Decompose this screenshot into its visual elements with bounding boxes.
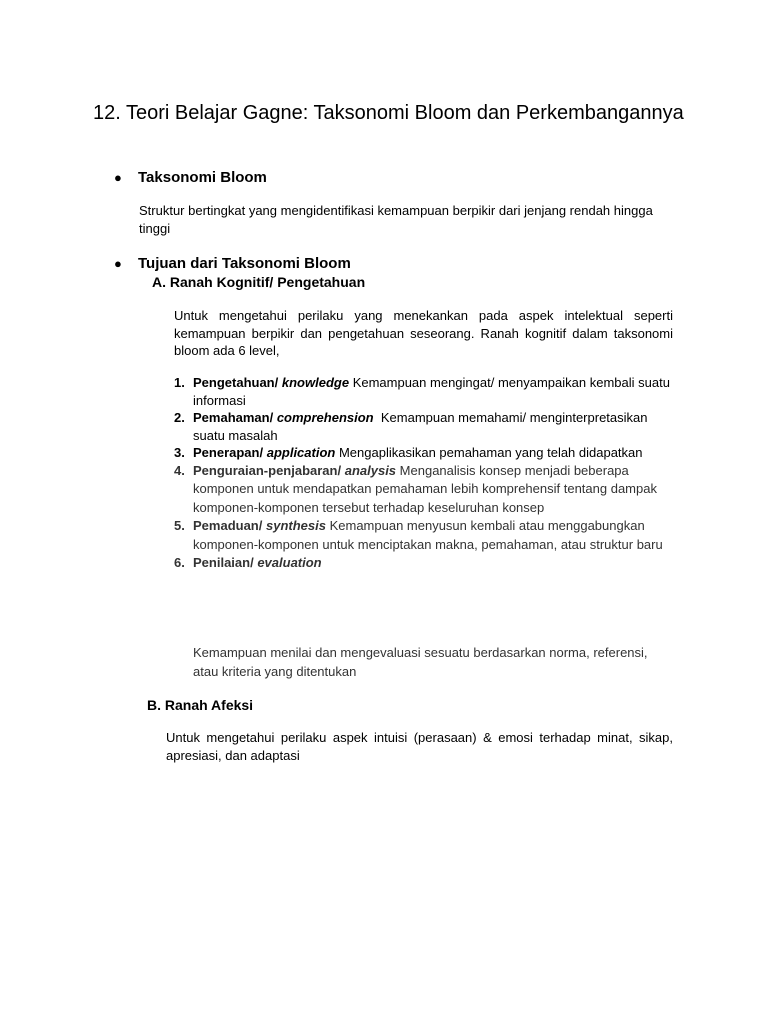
- afeksi-description: Untuk mengetahui perilaku aspek intuisi (perasaan) & emosi terhadap minat, sikap, apresiasi, dan adaptasi: [166, 730, 673, 763]
- list-item: 4. Penguraian-penjabaran/ analysis Menganalisis konsep menjadi beberapa komponen untuk mendapatkan pemahaman lebih komprehensif tentang dampak komponen-komponen tersebut terhadap keseluruhan konsep: [174, 462, 657, 515]
- subheading-ranah-kognitif: [152, 273, 365, 291]
- bullet-tujuan: [114, 254, 351, 274]
- bullet-taksonomi-bloom: [114, 168, 267, 188]
- kognitif-description: Untuk mengetahui perilaku yang menekankan pada aspek intelektual seperti kemampuan berpikir dan pengetahuan seseorang. Ranah kognitif dalam taksonomi bloom ada 6 level,: [174, 308, 673, 358]
- subheading-label: Ranah Afeksi: [164, 697, 254, 713]
- subheading-marker: B.: [147, 697, 161, 713]
- taksonomi-definition: Struktur bertingkat yang mengidentifikasi kemampuan berpikir dari jenjang rendah hingga tinggi: [139, 203, 653, 236]
- list-item: 3. Penerapan/ application Mengaplikasikan pemahaman yang telah didapatkan: [174, 445, 643, 460]
- list-item: 2. Pemahaman/ comprehension Kemampuan memahami/ menginterpretasikan suatu masalah: [174, 410, 648, 443]
- list-item: 6. Penilaian/ evaluation: [174, 555, 322, 571]
- subheading-label: Ranah Kognitif/ Pengetahuan: [169, 274, 366, 290]
- section-heading: Tujuan dari Taksonomi Bloom: [138, 255, 351, 272]
- section-heading: Taksonomi Bloom: [138, 169, 267, 186]
- page-title: 12. Teori Belajar Gagne: Taksonomi Bloom dan Perkembangannya: [93, 102, 684, 124]
- subheading-ranah-afeksi: [147, 696, 253, 714]
- evaluation-description: Kemampuan menilai dan mengevaluasi sesuatu berdasarkan norma, referensi, atau kriteria yang ditentukan: [193, 645, 648, 679]
- bullet-icon: ●: [114, 256, 122, 271]
- bullet-icon: ●: [114, 170, 122, 185]
- list-item: 1. Pengetahuan/ knowledge Kemampuan mengingat/ menyampaikan kembali suatu informasi: [174, 375, 670, 408]
- list-item: 5. Pemaduan/ synthesis Kemampuan menyusun kembali atau menggabungkan komponen-komponen untuk menciptakan makna, pemahaman, atau struktur baru: [174, 518, 663, 552]
- subheading-marker: A.: [152, 274, 166, 290]
- cognitive-levels-list: [174, 374, 676, 573]
